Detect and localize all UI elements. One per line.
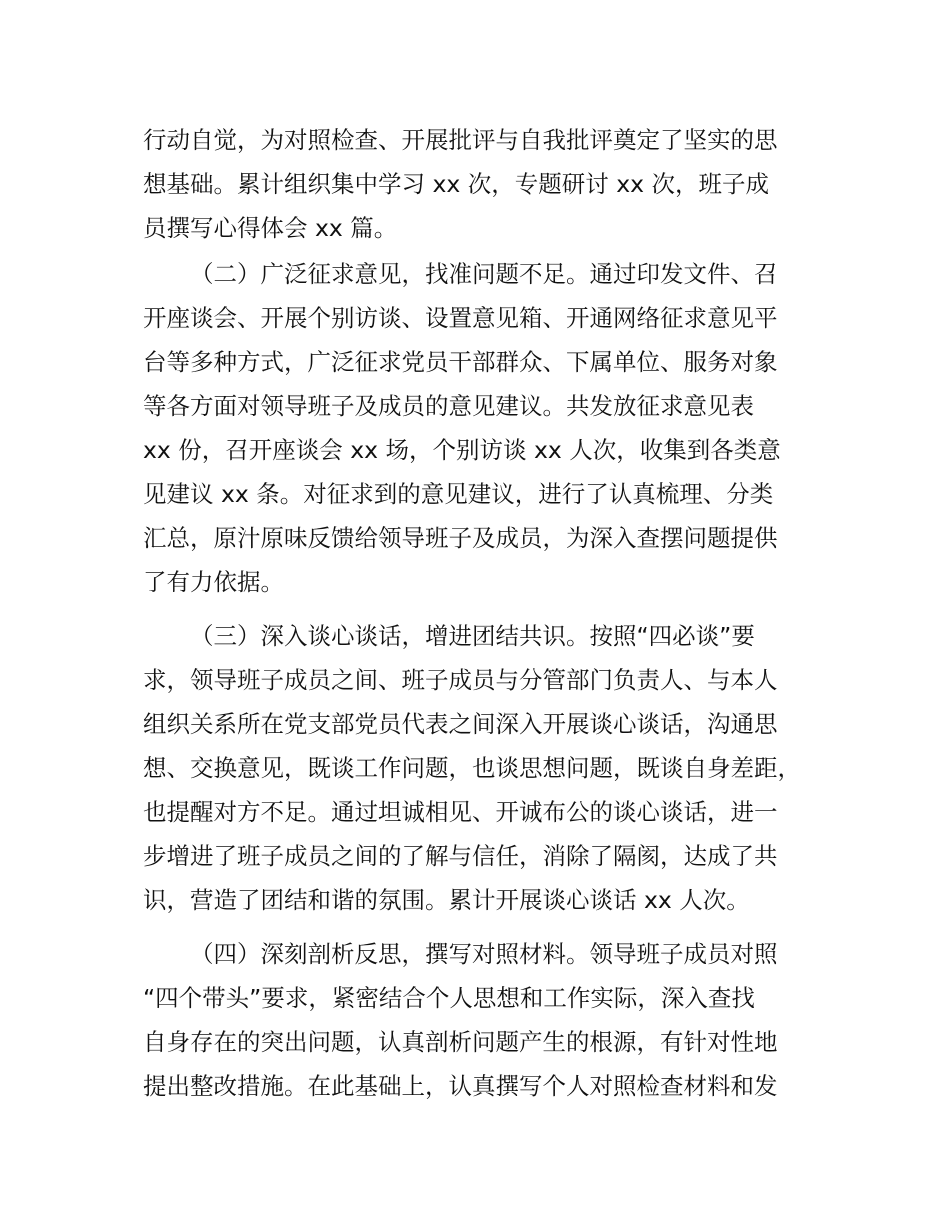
text-line: 想基础。累计组织集中学习 xx 次，专题研讨 xx 次，班子成 bbox=[143, 170, 770, 198]
text-line: 了有力依据。 bbox=[143, 568, 284, 596]
section-heading-line: （三）深入谈心谈话，增进团结共识。按照“四必谈”要 bbox=[190, 622, 755, 650]
text-line: 汇总，原汁原味反馈给领导班子及成员，为深入查摆问题提供 bbox=[143, 524, 778, 552]
text-line: 组织关系所在党支部党员代表之间深入开展谈心谈话，沟通思 bbox=[143, 710, 778, 738]
section-heading-line: （四）深刻剖析反思，撰写对照材料。领导班子成员对照 bbox=[190, 940, 778, 968]
text-line: 识，营造了团结和谐的氛围。累计开展谈心谈话 xx 人次。 bbox=[143, 886, 750, 914]
text-line: 也提醒对方不足。通过坦诚相见、开诚布公的谈心谈话，进一 bbox=[143, 798, 778, 826]
text-line: 开座谈会、开展个别访谈、设置意见箱、开通网络征求意见平 bbox=[143, 304, 778, 332]
text-line: “四个带头”要求，紧密结合个人思想和工作实际，深入查找 bbox=[143, 984, 755, 1012]
text-line: 步增进了班子成员之间的了解与信任，消除了隔阂，达成了共 bbox=[143, 842, 778, 870]
text-line: 提出整改措施。在此基础上，认真撰写个人对照检查材料和发 bbox=[143, 1072, 778, 1100]
text-line: 等各方面对领导班子及成员的意见建议。共发放征求意见表 bbox=[143, 392, 754, 420]
section-heading-line: （二）广泛征求意见，找准问题不足。通过印发文件、召 bbox=[190, 260, 778, 288]
text-line: 想、交换意见，既谈工作问题，也谈思想问题，既谈自身差距， bbox=[143, 754, 801, 782]
text-line: 员撰写心得体会 xx 篇。 bbox=[143, 214, 398, 242]
text-line: 求，领导班子成员之间、班子成员与分管部门负责人、与本人 bbox=[143, 666, 778, 694]
text-line: 自身存在的突出问题，认真剖析问题产生的根源，有针对性地 bbox=[143, 1028, 778, 1056]
text-line: 台等多种方式，广泛征求党员干部群众、下属单位、服务对象 bbox=[143, 348, 778, 376]
text-line: 见建议 xx 条。对征求到的意见建议，进行了认真梳理、分类 bbox=[143, 480, 774, 508]
text-line: xx 份，召开座谈会 xx 场，个别访谈 xx 人次，收集到各类意 bbox=[143, 436, 781, 464]
text-line: 行动自觉，为对照检查、开展批评与自我批评奠定了坚实的思 bbox=[143, 126, 778, 154]
